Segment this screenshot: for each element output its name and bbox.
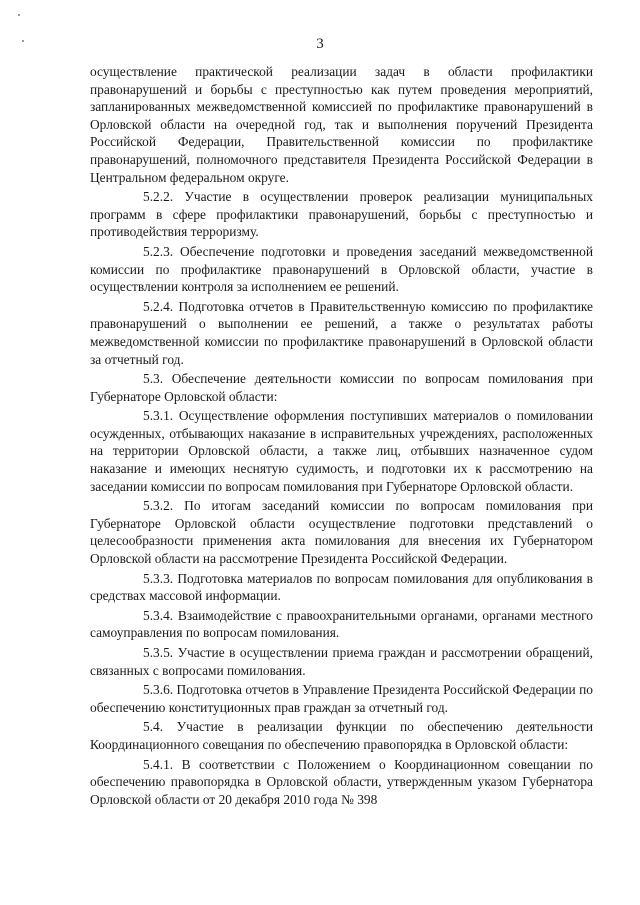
- paragraph: 5.3. Обеспечение деятельности комиссии по вопросам помилования при Губернаторе Орловской области:: [90, 371, 593, 404]
- paragraph: 5.3.3. Подготовка материалов по вопросам помилования для опубликования в средствах массовой информации.: [90, 570, 593, 604]
- paragraph: 5.3.6. Подготовка отчетов в Управление Президента Российской Федерации по обеспечению конституционных прав граждан за отчетный год.: [90, 682, 593, 715]
- paragraph: 5.3.4. Взаимодействие с правоохранительными органами, органами местного самоуправления по вопросам помилования.: [90, 607, 593, 641]
- paragraph: осуществление практической реализации задач в области профилактики правонарушений и борьбы с преступностью как путем проведения мероприятий, запланированных межведомственной комиссией по профилактике правонарушений в Орловской области на очередной год, так и выполнения поручений Президента Российской Федерации, Правительственной комиссии по профилактике правонарушений, полномочного представителя Президента Российской Федерации в Центральном федеральном округе.: [90, 64, 593, 185]
- paragraph: 5.4. Участие в реализации функции по обеспечению деятельности Координационного совещания по обеспечению правопорядка в Орловской области:: [90, 719, 593, 752]
- paragraph: 5.4.1. В соответствии с Положением о Координационном совещании по обеспечению правопорядка в Орловской области, утвержденным указом Губернатора Орловской области от 20 декабря 2010 года № 398: [90, 756, 593, 807]
- paragraph: 5.3.5. Участие в осуществлении приема граждан и рассмотрении обращений, связанных с вопросами помилования.: [90, 645, 593, 678]
- paragraph: 5.3.1. Осуществление оформления поступивших материалов о помиловании осужденных, отбывающих наказание в исправительных учреждениях, расположенных на территории Орловской области, а также лиц, отбывших назначенное судом наказание и имеющих неснятую судимость, и подготовки их к рассмотрению на заседании комиссии по вопросам помилования при Губернаторе Орловской области.: [90, 408, 593, 494]
- paragraph: 5.3.2. По итогам заседаний комиссии по вопросам помилования при Губернаторе Орловской области осуществление подготовки представлений о целесообразности применения акта помилования для внесения их Губернатором Орловской области на рассмотрение Президента Российской Федерации.: [90, 498, 593, 567]
- page-number: 3: [316, 36, 324, 52]
- scan-speck: [18, 14, 20, 16]
- document-body: [90, 63, 593, 808]
- paragraph: 5.2.4. Подготовка отчетов в Правительственную комиссию по профилактике правонарушений о выполнении ее решений, а также о результатах работы межведомственной комиссии по профилактике правонарушений в Орловской области за отчетный год.: [90, 298, 593, 367]
- paragraph: 5.2.2. Участие в осуществлении проверок реализации муниципальных программ в сфере профилактики правонарушений, борьбы с преступностью и противодействия терроризму.: [90, 189, 593, 240]
- paragraph: 5.2.3. Обеспечение подготовки и проведения заседаний межведомственной комиссии по профилактике правонарушений в Орловской области, участие в осуществлении контроля за исполнением ее решений.: [90, 243, 593, 295]
